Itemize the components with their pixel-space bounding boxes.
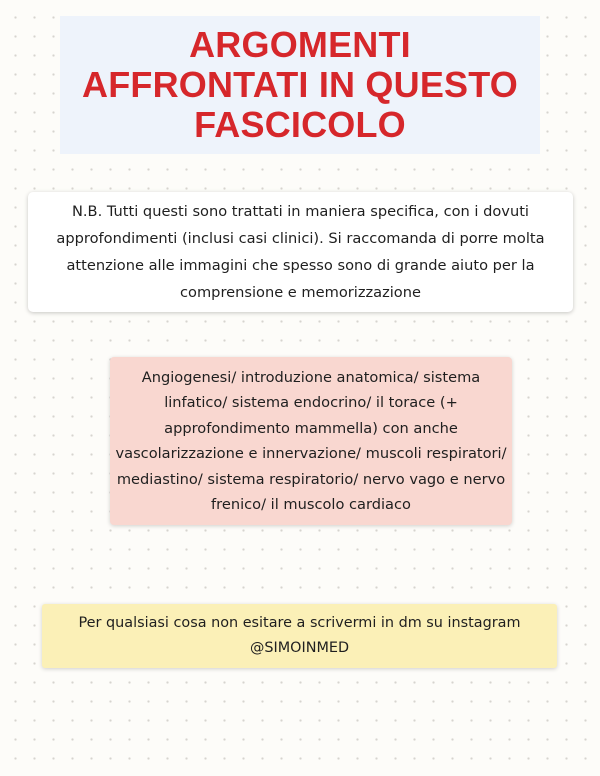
note-text: N.B. Tutti questi sono trattati in maniera specifica, con i dovuti approfondimenti (inclusi casi clinici). Si raccomanda di porre molta attenzione alle immagini che spesso sono di grande aiuto per la comprensione e memorizzazione [56, 203, 545, 301]
instagram-handle: @SIMOINMED [249, 640, 350, 656]
contact-card [42, 604, 557, 668]
title-card [60, 16, 540, 154]
topics-text: Angiogenesi/ introduzione anatomica/ sistema linfatico/ sistema endocrino/ il torace (+ approfondimento mammella) con anche vascolarizzazione e innervazione/ muscoli respiratori/ mediastino/ sistema respiratorio/ nervo vago e nervo frenico/ il muscolo cardiaco [115, 368, 507, 513]
note-card [28, 192, 573, 312]
contact-message: Per qualsiasi cosa non esitare a scrivermi in dm su instagram [78, 615, 521, 631]
page-title: ARGOMENTI AFFRONTATI IN QUESTO FASCICOLO [82, 24, 518, 145]
topics-card [110, 357, 512, 525]
